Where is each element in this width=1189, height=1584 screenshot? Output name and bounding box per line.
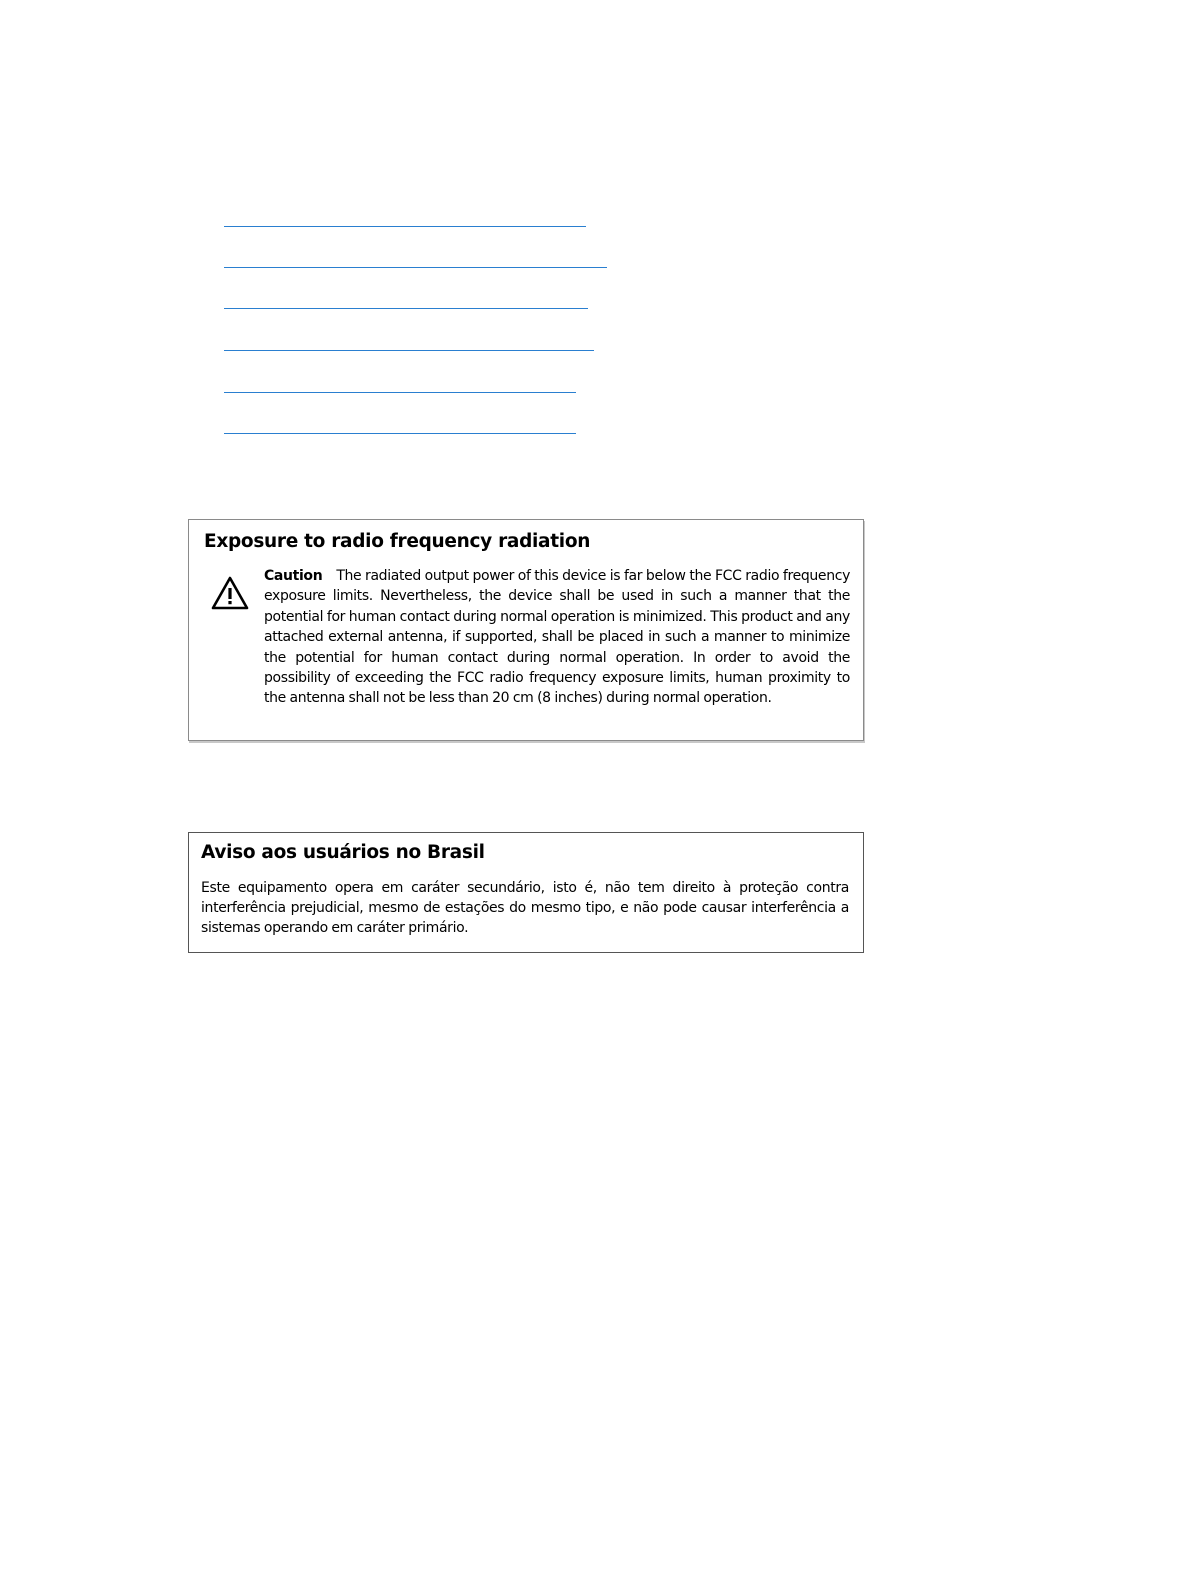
link-underline-4[interactable] — [224, 350, 594, 351]
rf-notice-text: The radiated output power of this device is far below the FCC radio frequency exposure limits. Nevertheless, the device shall be used in such a manner that the potential for human contact during normal operation is minimized. This product and any attached external antenna, if supported, shall be placed in such a manner to minimize the potential for human contact during normal operation. In order to avoid the possibility of exceeding the FCC radio frequency exposure limits, human proximity to the antenna shall not be less than 20 cm (8 inches) during normal operation. — [264, 568, 850, 707]
link-underline-1[interactable] — [224, 226, 586, 227]
caution-label: Caution — [264, 568, 323, 584]
link-underline-2[interactable] — [224, 267, 607, 268]
brazil-notice-body: Este equipamento opera em caráter secundário, isto é, não tem direito à proteção contra interferência prejudicial, mesmo de estações do mesmo tipo, e não pode causar interferência a sistemas operando em caráter primário. — [201, 880, 849, 937]
brazil-notice-title: Aviso aos usuários no Brasil — [201, 842, 485, 863]
link-underline-6[interactable] — [224, 433, 576, 434]
link-underline-3[interactable] — [224, 308, 588, 309]
warning-triangle-icon — [210, 575, 250, 611]
link-underline-5[interactable] — [224, 392, 576, 393]
rf-exposure-notice — [188, 519, 864, 741]
rf-notice-body — [264, 566, 850, 709]
brazil-users-notice — [188, 832, 864, 953]
rf-notice-title: Exposure to radio frequency radiation — [204, 531, 591, 552]
